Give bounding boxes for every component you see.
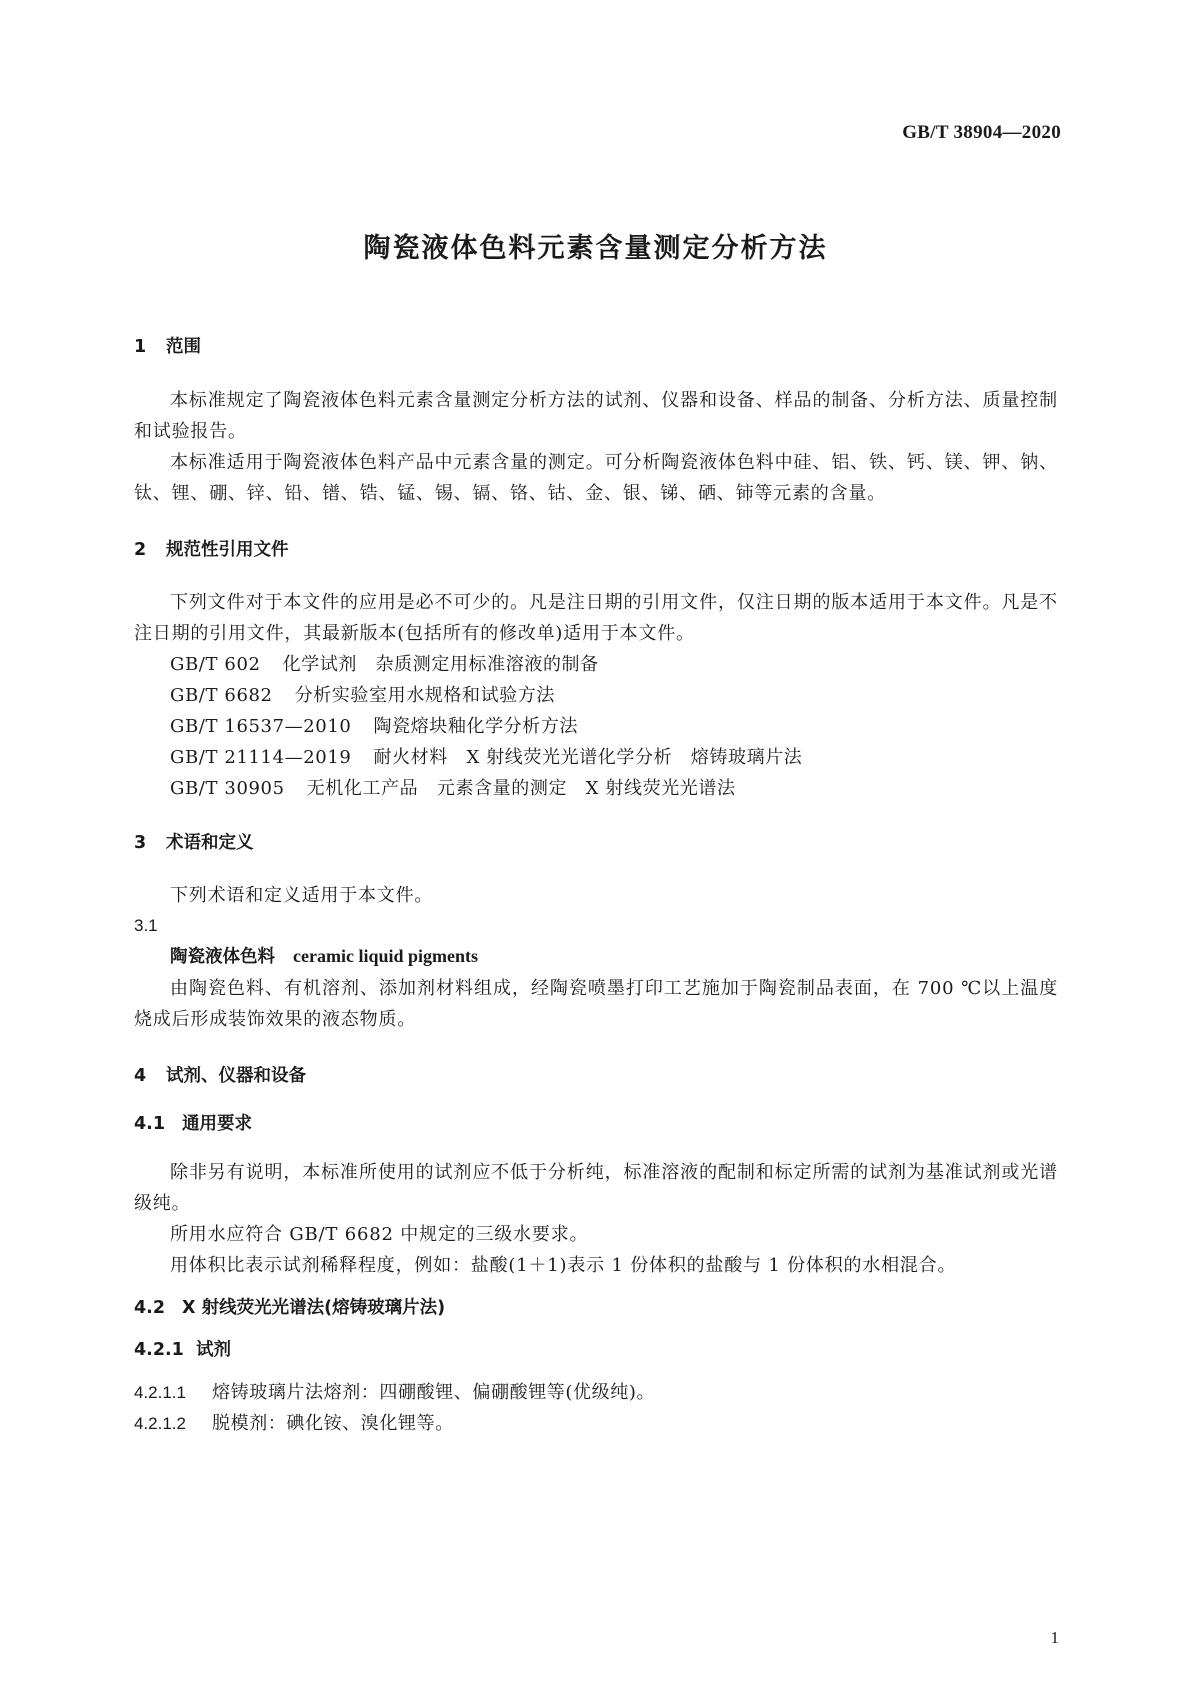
section-number: 4.2.1 — [134, 1340, 184, 1360]
reference-code: GB/T 30905 — [170, 778, 285, 799]
list-item — [134, 1377, 1058, 1408]
section-4-2-heading — [134, 1293, 1058, 1323]
document-title: 陶瓷液体色料元素含量测定分析方法 — [363, 233, 828, 264]
section-title: 试剂 — [196, 1340, 231, 1360]
item-text: 熔铸玻璃片法熔剂：四硼酸锂、偏硼酸锂等(优级纯)。 — [212, 1382, 656, 1403]
reference-title: 化学试剂 杂质测定用标准溶液的制备 — [282, 654, 599, 675]
term-chinese: 陶瓷液体色料 — [170, 947, 275, 967]
section-4-heading — [134, 1061, 1058, 1091]
reference-item — [134, 649, 1058, 680]
reference-code: GB/T 6682 — [170, 685, 273, 706]
section-4-2-1-heading — [134, 1335, 1058, 1365]
term-number: 3.1 — [134, 916, 158, 935]
section-title: 规范性引用文件 — [166, 540, 289, 560]
section-title: X 射线荧光光谱法(熔铸玻璃片法) — [182, 1298, 446, 1318]
term-definition: 由陶瓷色料、有机溶剂、添加剂材料组成，经陶瓷喷墨打印工艺施加于陶瓷制品表面，在 700 ℃以上温度烧成后形成装饰效果的液态物质。 — [134, 978, 1058, 1030]
section-number: 4.2 — [134, 1298, 166, 1318]
section-number: 4 — [134, 1066, 147, 1086]
reference-code: GB/T 16537—2010 — [170, 716, 352, 737]
document-body — [134, 332, 1058, 1439]
section-2-heading — [134, 535, 1058, 565]
list-item — [134, 1408, 1058, 1439]
reference-code: GB/T 21114—2019 — [170, 747, 352, 768]
section-number: 3 — [134, 833, 147, 853]
item-number: 4.2.1.2 — [134, 1414, 186, 1433]
item-number: 4.2.1.1 — [134, 1383, 186, 1402]
reference-title: 无机化工产品 元素含量的测定 X 射线荧光光谱法 — [306, 778, 736, 799]
reference-item — [134, 680, 1058, 711]
paragraph: 下列术语和定义适用于本文件。 — [170, 885, 434, 906]
paragraph: 所用水应符合 GB/T 6682 中规定的三级水要求。 — [170, 1224, 589, 1245]
reference-item — [134, 711, 1058, 742]
section-title: 试剂、仪器和设备 — [166, 1066, 306, 1086]
reference-title: 耐火材料 X 射线荧光光谱化学分析 熔铸玻璃片法 — [373, 747, 803, 768]
reference-title: 分析实验室用水规格和试验方法 — [294, 685, 556, 706]
section-title: 通用要求 — [182, 1114, 252, 1134]
term-heading — [134, 941, 1058, 973]
paragraph: 除非另有说明，本标准所使用的试剂应不低于分析纯，标准溶液的配制和标定所需的试剂为基准试剂或光谱级纯。 — [134, 1162, 1058, 1214]
paragraph: 用体积比表示试剂稀释程度，例如：盐酸(1＋1)表示 1 份体积的盐酸与 1 份体积的水相混合。 — [170, 1255, 957, 1276]
section-1-heading — [134, 332, 1058, 362]
section-4-1-heading — [134, 1109, 1058, 1139]
item-text: 脱模剂：碘化铵、溴化锂等。 — [212, 1413, 454, 1434]
standard-code: GB/T 38904—2020 — [902, 122, 1061, 143]
section-number: 4.1 — [134, 1114, 166, 1134]
paragraph: 下列文件对于本文件的应用是必不可少的。凡是注日期的引用文件，仅注日期的版本适用于本文件。凡是不注日期的引用文件，其最新版本(包括所有的修改单)适用于本文件。 — [134, 592, 1058, 644]
reference-item — [134, 742, 1058, 773]
reference-title: 陶瓷熔块釉化学分析方法 — [373, 716, 579, 737]
page-number: 1 — [1050, 1628, 1059, 1647]
section-3-heading — [134, 828, 1058, 858]
reference-item — [134, 773, 1058, 804]
section-number: 2 — [134, 540, 147, 560]
term-english: ceramic liquid pigments — [293, 946, 478, 966]
section-number: 1 — [134, 337, 147, 357]
section-title: 范围 — [166, 337, 201, 357]
reference-code: GB/T 602 — [170, 654, 261, 675]
paragraph: 本标准适用于陶瓷液体色料产品中元素含量的测定。可分析陶瓷液体色料中硅、铝、铁、钙、镁、钾、钠、钛、锂、硼、锌、铅、镨、锆、锰、锡、镉、铬、钴、金、银、锑、硒、铈等元素的含量。 — [134, 452, 1058, 504]
paragraph: 本标准规定了陶瓷液体色料元素含量测定分析方法的试剂、仪器和设备、样品的制备、分析方法、质量控制和试验报告。 — [134, 390, 1058, 442]
section-title: 术语和定义 — [166, 833, 254, 853]
